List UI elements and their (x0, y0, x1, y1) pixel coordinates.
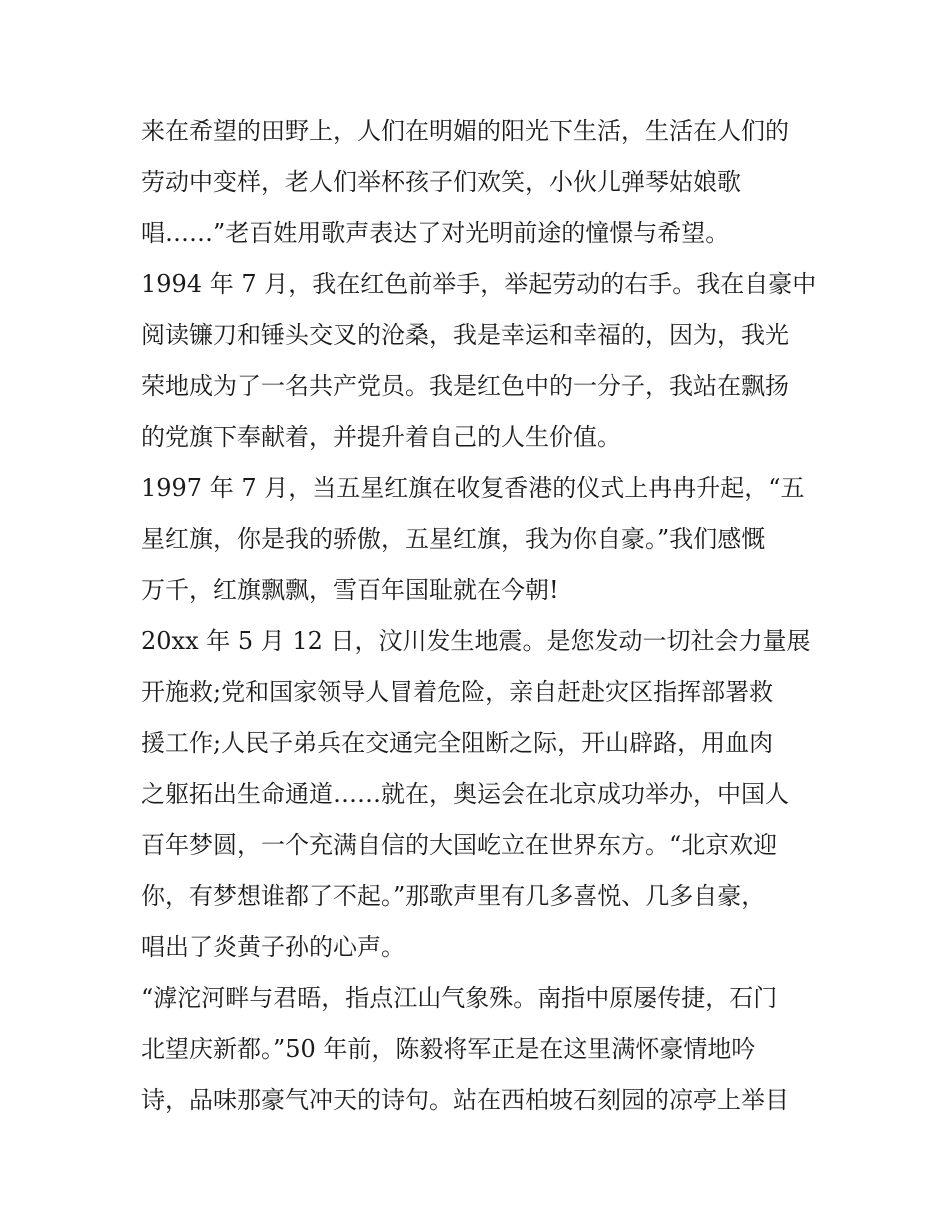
text-line: 唱出了炎黄子孙的心声。 (141, 933, 405, 961)
text-line: 北望庆新都。”50 年前，陈毅将军正是在这里满怀豪情地吟 (141, 1035, 756, 1063)
text-line: 你，有梦想谁都了不起。”那歌声里有几多喜悦、几多自豪， (141, 882, 766, 910)
text-line: 援工作;人民子弟兵在交通完全阻断之际，开山辟路，用血肉 (141, 729, 774, 757)
text-line: 开施救;党和国家领导人冒着危险，亲自赶赴灾区指挥部署救 (141, 678, 774, 706)
text-line: 1994 年 7 月，我在红色前举手，举起劳动的右手。我在自豪中 (141, 270, 817, 298)
document-body (141, 106, 821, 1126)
text-line: 1997 年 7 月，当五星红旗在收复香港的仪式上冉冉升起，“五 (141, 474, 805, 502)
text-line: 20xx 年 5 月 12 日，汶川发生地震。是您发动一切社会力量展 (141, 627, 811, 655)
text-line: 星红旗，你是我的骄傲，五星红旗，我为你自豪。”我们感慨 (141, 525, 766, 553)
text-line: 荣地成为了一名共产党员。我是红色中的一分子，我站在飘扬 (141, 372, 789, 400)
text-line: 之躯拓出生命通道……就在，奥运会在北京成功举办，中国人 (141, 780, 789, 808)
text-line: 阅读镰刀和锤头交叉的沧桑，我是幸运和幸福的，因为，我光 (141, 321, 789, 349)
text-line: “滹沱河畔与君晤，指点江山气象殊。南指中原屡传捷，石门 (141, 984, 778, 1012)
text-line: 唱……”老百姓用歌声表达了对光明前途的憧憬与希望。 (141, 219, 730, 247)
text-line: 来在希望的田野上，人们在明媚的阳光下生活，生活在人们的 (141, 117, 789, 145)
text-line: 的党旗下奉献着，并提升着自己的人生价值。 (141, 423, 621, 451)
text-line: 百年梦圆，一个充满自信的大国屹立在世界东方。“北京欢迎 (141, 831, 778, 859)
text-line: 劳动中变样，老人们举杯孩子们欢笑，小伙儿弹琴姑娘歌 (141, 168, 741, 196)
text-line: 万千，红旗飘飘，雪百年国耻就在今朝! (141, 576, 559, 604)
text-line: 诗，品味那豪气冲天的诗句。站在西柏坡石刻园的凉亭上举目 (141, 1086, 789, 1114)
